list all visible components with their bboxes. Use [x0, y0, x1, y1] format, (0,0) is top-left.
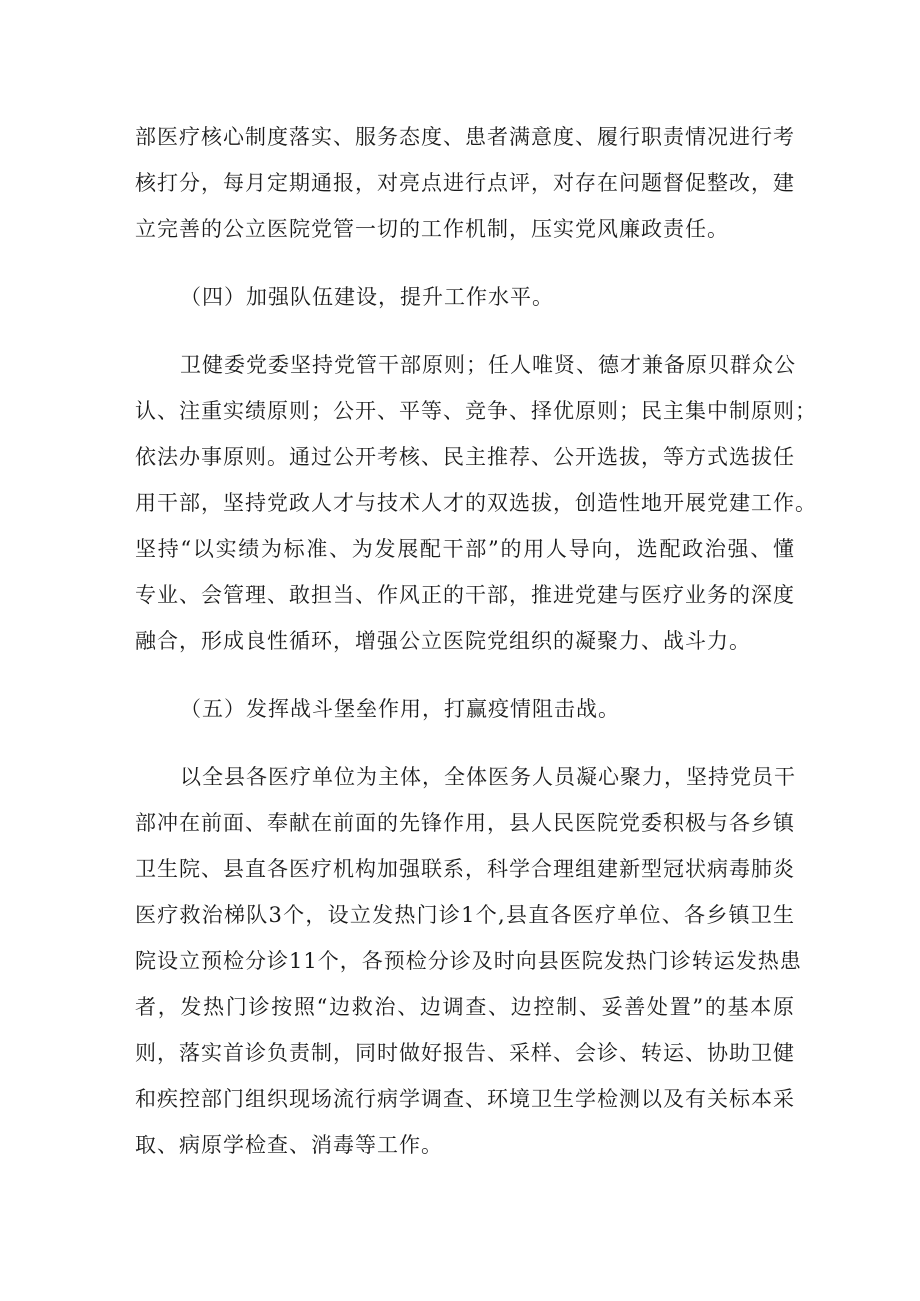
body-text-line: 卫生院、县直各医疗机构加强联系，科学合理组建新型冠状病毒肺炎	[135, 857, 795, 881]
body-text-line: 融合，形成良性循环，增强公立医院党组织的凝聚力、战斗力。	[135, 629, 751, 653]
body-text-line: 依法办事原则。通过公开考核、民主推荐、公开选拔，等方式选拔任	[135, 445, 795, 469]
body-text-line: 则，落实首诊负责制，同时做好报告、采样、会诊、转运、协助卫健	[135, 1041, 795, 1065]
section-heading-4: （四）加强队伍建设，提升工作水平。	[180, 285, 554, 309]
body-text-line: 以全县各医疗单位为主体，全体医务人员凝心聚力，坚持党员干	[180, 765, 796, 789]
body-text-line: 和疾控部门组织现场流行病学调查、环境卫生学检测以及有关标本采	[135, 1087, 795, 1111]
body-text-line: 取、病原学检查、消毒等工作。	[135, 1133, 443, 1157]
body-text-line: 立完善的公立医院党管一切的工作机制，压实党风廉政责任。	[135, 217, 729, 241]
body-text-line: 坚持“以实绩为标准、为发展配干部”的用人导向，选配政治强、懂	[135, 537, 795, 561]
body-text-line: 卫健委党委坚持党管干部原则；任人唯贤、德才兼备原贝群众公	[180, 353, 796, 377]
body-text-line: 认、注重实绩原则；公开、平等、竞争、择优原则；民主集中制原则；	[135, 399, 817, 423]
body-text-line: 用干部，坚持党政人才与技术人才的双选拔，创造性地开展党建工作。	[135, 491, 817, 515]
section-heading-5: （五）发挥战斗堡垒作用，打赢疫情阻击战。	[180, 697, 620, 721]
body-text-line: 者，发热门诊按照“边救治、边调查、边控制、妥善处置”的基本原	[135, 995, 795, 1019]
body-text-line: 医疗救治梯队3个，设立发热门诊1个,县直各医疗单位、各乡镇卫生	[135, 903, 795, 927]
body-text-line: 部医疗核心制度落实、服务态度、患者满意度、履行职责情况进行考	[135, 125, 795, 149]
body-text-line: 专业、会管理、敢担当、作风正的干部，推进党建与医疗业务的深度	[135, 583, 795, 607]
body-text-line: 院设立预检分诊11个，各预检分诊及时向县医院发热门诊转运发热患	[135, 949, 802, 973]
body-text-line: 部冲在前面、奉献在前面的先锋作用，县人民医院党委积极与各乡镇	[135, 811, 795, 835]
body-text-line: 核打分，每月定期通报，对亮点进行点评，对存在问题督促整改，建	[135, 171, 795, 195]
